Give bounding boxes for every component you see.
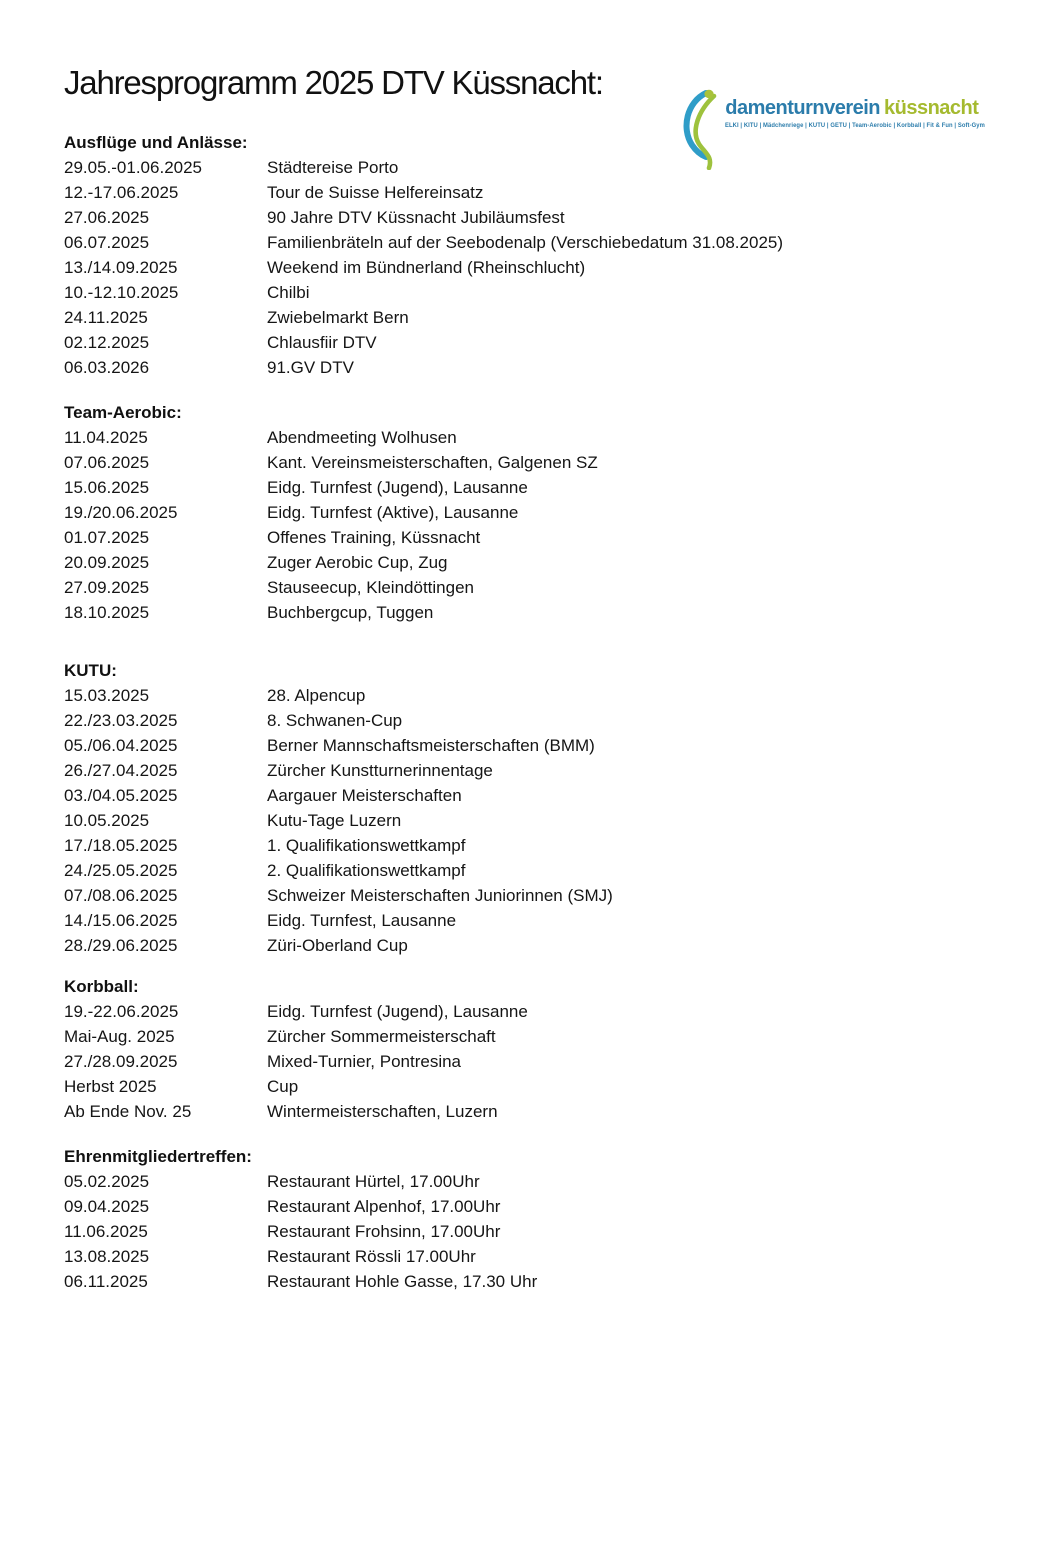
event-description: Tour de Suisse Helfereinsatz [267,183,484,202]
event-date: 11.04.2025 [64,428,148,447]
event-date: Ab Ende Nov. 25 [64,1102,192,1121]
event-row [64,833,1018,858]
club-logo-figure-icon [678,88,722,170]
page-title: Jahresprogramm 2025 DTV Küssnacht: [64,64,603,101]
event-description: Cup [267,1077,299,1096]
club-logo-text [725,97,1014,129]
section-rows [64,999,1018,1124]
event-date: 10.05.2025 [64,811,150,830]
event-description: Wintermeisterschaften, Luzern [267,1102,498,1121]
event-date: 17./18.05.2025 [64,836,178,855]
section-heading: KUTU: [64,661,117,680]
event-row [64,425,1018,450]
event-row [64,933,1018,958]
event-description: Schweizer Meisterschaften Juniorinnen (SMJ) [267,886,613,905]
event-row [64,450,1018,475]
event-description: Zürcher Sommermeisterschaft [267,1027,496,1046]
event-row [64,1269,1018,1294]
event-description: Kant. Vereinsmeisterschaften, Galgenen SZ [267,453,598,472]
event-description: Eidg. Turnfest (Jugend), Lausanne [267,478,528,497]
event-row [64,1169,1018,1194]
event-date: 01.07.2025 [64,528,150,547]
event-row [64,808,1018,833]
event-row [64,475,1018,500]
event-row [64,883,1018,908]
event-description: Stauseecup, Kleindöttingen [267,578,474,597]
event-description: Eidg. Turnfest, Lausanne [267,911,457,930]
event-description: Züri-Oberland Cup [267,936,408,955]
section-rows [64,683,1018,958]
event-date: 05.02.2025 [64,1172,150,1191]
event-description: Buchbergcup, Tuggen [267,603,434,622]
section-heading: Ehrenmitgliedertreffen: [64,1147,252,1166]
event-date: 27.06.2025 [64,208,150,227]
event-description: Restaurant Alpenhof, 17.00Uhr [267,1197,501,1216]
event-description: 8. Schwanen-Cup [267,711,403,730]
event-row [64,908,1018,933]
event-date: 07./08.06.2025 [64,886,178,905]
club-name [725,97,1014,119]
event-description: 2. Qualifikationswettkampf [267,861,466,880]
program-section [64,974,1018,1124]
event-description: Zuger Aerobic Cup, Zug [267,553,448,572]
event-row [64,305,1018,330]
event-date: 27./28.09.2025 [64,1052,178,1071]
event-row [64,280,1018,305]
event-date: 28./29.06.2025 [64,936,178,955]
club-logo [678,88,1014,170]
event-description: Restaurant Hürtel, 17.00Uhr [267,1172,480,1191]
event-row [64,1194,1018,1219]
section-rows [64,155,1018,380]
event-row [64,999,1018,1024]
event-row [64,255,1018,280]
event-date: Herbst 2025 [64,1077,157,1096]
event-date: 12.-17.06.2025 [64,183,179,202]
event-description: Mixed-Turnier, Pontresina [267,1052,462,1071]
event-date: Mai-Aug. 2025 [64,1027,175,1046]
event-description: Chlausfiir DTV [267,333,377,352]
event-row [64,858,1018,883]
event-date: 05./06.04.2025 [64,736,178,755]
event-date: 06.11.2025 [64,1272,148,1291]
event-description: Familienbräteln auf der Seebodenalp (Verschiebedatum 31.08.2025) [267,233,784,252]
event-description: Aargauer Meisterschaften [267,786,462,805]
event-row [64,1219,1018,1244]
event-date: 11.06.2025 [64,1222,148,1241]
club-name-kuessnacht: küssnacht [884,97,979,119]
event-row [64,1049,1018,1074]
event-date: 03./04.05.2025 [64,786,178,805]
event-row [64,1074,1018,1099]
event-description: Abendmeeting Wolhusen [267,428,457,447]
event-date: 09.04.2025 [64,1197,150,1216]
section-rows [64,1169,1018,1294]
event-description: Kutu-Tage Luzern [267,811,402,830]
event-date: 29.05.-01.06.2025 [64,158,203,177]
club-name-damenturnverein: damenturnverein [725,97,880,119]
event-description: 90 Jahre DTV Küssnacht Jubiläumsfest [267,208,565,227]
event-description: Offenes Training, Küssnacht [267,528,481,547]
event-description: Eidg. Turnfest (Jugend), Lausanne [267,1002,528,1021]
section-rows [64,425,1018,625]
event-date: 24./25.05.2025 [64,861,178,880]
event-description: Restaurant Frohsinn, 17.00Uhr [267,1222,501,1241]
event-date: 10.-12.10.2025 [64,283,179,302]
event-date: 19.-22.06.2025 [64,1002,179,1021]
event-description: Berner Mannschaftsmeisterschaften (BMM) [267,736,595,755]
event-date: 15.06.2025 [64,478,150,497]
program-section [64,400,1018,625]
event-date: 13./14.09.2025 [64,258,178,277]
event-description: Zürcher Kunstturnerinnentage [267,761,493,780]
event-description: Eidg. Turnfest (Aktive), Lausanne [267,503,519,522]
event-date: 27.09.2025 [64,578,150,597]
event-date: 14./15.06.2025 [64,911,178,930]
document-page [0,62,1058,1559]
event-row [64,550,1018,575]
event-date: 06.03.2026 [64,358,150,377]
event-description: Weekend im Bündnerland (Rheinschlucht) [267,258,586,277]
section-heading: Korbball: [64,977,139,996]
event-row [64,1099,1018,1124]
event-row [64,758,1018,783]
event-date: 06.07.2025 [64,233,150,252]
event-row [64,1024,1018,1049]
event-date: 07.06.2025 [64,453,150,472]
event-row [64,733,1018,758]
event-description: Restaurant Hohle Gasse, 17.30 Uhr [267,1272,538,1291]
event-date: 26./27.04.2025 [64,761,178,780]
event-description: Zwiebelmarkt Bern [267,308,409,327]
event-row [64,230,1018,255]
event-row [64,783,1018,808]
section-heading: Team-Aerobic: [64,403,182,422]
event-row [64,683,1018,708]
event-row [64,525,1018,550]
event-date: 20.09.2025 [64,553,150,572]
event-date: 13.08.2025 [64,1247,150,1266]
event-date: 15.03.2025 [64,686,150,705]
program-section [64,1144,1018,1294]
event-description: Chilbi [267,283,310,302]
event-row [64,355,1018,380]
event-date: 24.11.2025 [64,308,148,327]
event-row [64,500,1018,525]
event-row [64,708,1018,733]
event-row [64,205,1018,230]
event-row [64,575,1018,600]
event-row [64,1244,1018,1269]
event-description: 28. Alpencup [267,686,366,705]
event-row [64,600,1018,625]
event-description: Restaurant Rössli 17.00Uhr [267,1247,476,1266]
section-heading: Ausflüge und Anlässe: [64,133,248,152]
event-row [64,180,1018,205]
event-description: Städtereise Porto [267,158,399,177]
club-tagline: ELKI | KITU | Mädchenriege | KUTU | GETU | Team-Aerobic | Korbball | Fit & Fun | Soft-Gym [725,122,986,129]
program-section [64,658,1018,958]
event-description: 1. Qualifikationswettkampf [267,836,466,855]
event-date: 18.10.2025 [64,603,150,622]
event-description: 91.GV DTV [267,358,354,377]
event-date: 19./20.06.2025 [64,503,178,522]
event-date: 02.12.2025 [64,333,150,352]
program-sections [64,130,1018,1294]
event-row [64,330,1018,355]
event-date: 22./23.03.2025 [64,711,178,730]
